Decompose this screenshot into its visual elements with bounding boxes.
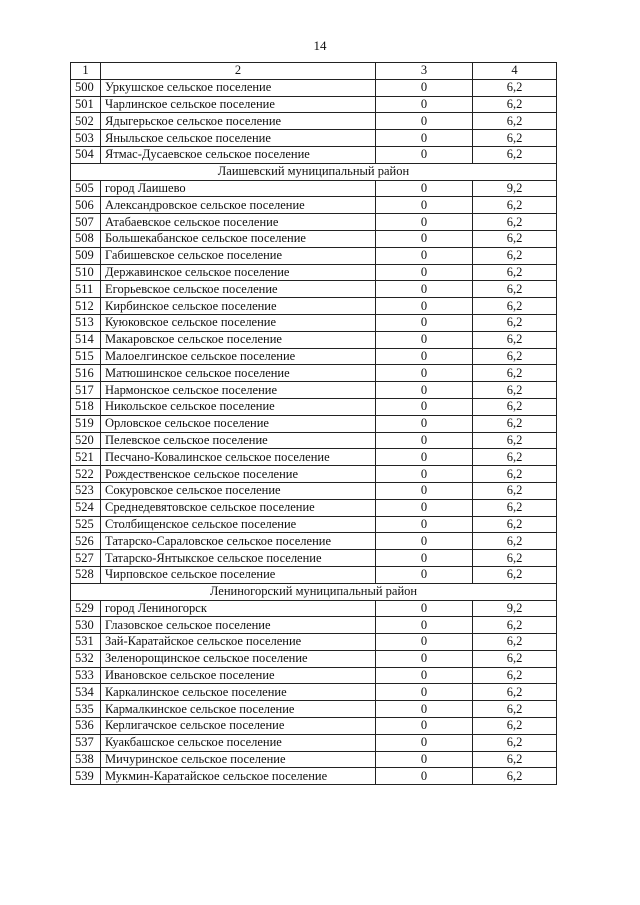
col-3-value: 0 xyxy=(376,566,473,583)
row-number: 536 xyxy=(71,718,101,735)
col-3-value: 0 xyxy=(376,768,473,785)
section-title: Лениногорский муниципальный район xyxy=(71,583,557,600)
row-number: 501 xyxy=(71,96,101,113)
table-row xyxy=(71,482,557,499)
section-row xyxy=(71,583,557,600)
col-4-value: 6,2 xyxy=(473,617,557,634)
col-3-value: 0 xyxy=(376,79,473,96)
table-row xyxy=(71,415,557,432)
col-4-value: 6,2 xyxy=(473,634,557,651)
row-number: 505 xyxy=(71,180,101,197)
col-4-value: 6,2 xyxy=(473,482,557,499)
settlement-name: Габишевское сельское поселение xyxy=(101,247,376,264)
col-4-value: 6,2 xyxy=(473,365,557,382)
col-3-value: 0 xyxy=(376,197,473,214)
data-table xyxy=(70,62,557,785)
table-row xyxy=(71,264,557,281)
col-3-value: 0 xyxy=(376,617,473,634)
settlement-name: Куюковское сельское поселение xyxy=(101,314,376,331)
col-4-value: 6,2 xyxy=(473,197,557,214)
table-row xyxy=(71,230,557,247)
row-number: 507 xyxy=(71,214,101,231)
col-4-value: 6,2 xyxy=(473,113,557,130)
settlement-name: Орловское сельское поселение xyxy=(101,415,376,432)
table-row xyxy=(71,634,557,651)
col-4-value: 6,2 xyxy=(473,214,557,231)
table-row xyxy=(71,348,557,365)
col-3-value: 0 xyxy=(376,550,473,567)
settlement-name: город Лаишево xyxy=(101,180,376,197)
settlement-name: Рождественское сельское поселение xyxy=(101,466,376,483)
header-row xyxy=(71,63,557,80)
col-3-value: 0 xyxy=(376,180,473,197)
row-number: 528 xyxy=(71,566,101,583)
table-row xyxy=(71,113,557,130)
col-4-value: 6,2 xyxy=(473,466,557,483)
col-3-value: 0 xyxy=(376,751,473,768)
row-number: 512 xyxy=(71,298,101,315)
settlement-name: Чарлинское сельское поселение xyxy=(101,96,376,113)
col-4-value: 6,2 xyxy=(473,146,557,163)
row-number: 518 xyxy=(71,398,101,415)
header-col-3: 3 xyxy=(376,63,473,80)
col-3-value: 0 xyxy=(376,230,473,247)
settlement-name: Татарско-Янтыкское сельское поселение xyxy=(101,550,376,567)
settlement-name: Керлигачское сельское поселение xyxy=(101,718,376,735)
settlement-name: Пелевское сельское поселение xyxy=(101,432,376,449)
col-3-value: 0 xyxy=(376,130,473,147)
settlement-name: Уркушское сельское поселение xyxy=(101,79,376,96)
settlement-name: Чирповское сельское поселение xyxy=(101,566,376,583)
col-4-value: 6,2 xyxy=(473,415,557,432)
col-3-value: 0 xyxy=(376,382,473,399)
section-row xyxy=(71,163,557,180)
settlement-name: Александровское сельское поселение xyxy=(101,197,376,214)
col-3-value: 0 xyxy=(376,331,473,348)
col-4-value: 6,2 xyxy=(473,331,557,348)
col-4-value: 6,2 xyxy=(473,550,557,567)
table-row xyxy=(71,533,557,550)
table-row xyxy=(71,617,557,634)
row-number: 522 xyxy=(71,466,101,483)
settlement-name: Матюшинское сельское поселение xyxy=(101,365,376,382)
table-row xyxy=(71,684,557,701)
table-row xyxy=(71,768,557,785)
settlement-name: Сокуровское сельское поселение xyxy=(101,482,376,499)
table-row xyxy=(71,382,557,399)
row-number: 534 xyxy=(71,684,101,701)
col-3-value: 0 xyxy=(376,281,473,298)
table-row xyxy=(71,130,557,147)
table-row xyxy=(71,214,557,231)
col-4-value: 6,2 xyxy=(473,348,557,365)
table-row xyxy=(71,146,557,163)
col-3-value: 0 xyxy=(376,415,473,432)
table-row xyxy=(71,365,557,382)
col-3-value: 0 xyxy=(376,432,473,449)
header-col-4: 4 xyxy=(473,63,557,80)
col-4-value: 9,2 xyxy=(473,180,557,197)
table-row xyxy=(71,79,557,96)
col-4-value: 6,2 xyxy=(473,499,557,516)
col-4-value: 6,2 xyxy=(473,566,557,583)
table-row xyxy=(71,180,557,197)
col-4-value: 6,2 xyxy=(473,281,557,298)
settlement-name: Большекабанское сельское поселение xyxy=(101,230,376,247)
settlement-name: Мукмин-Каратайское сельское поселение xyxy=(101,768,376,785)
row-number: 525 xyxy=(71,516,101,533)
table-row xyxy=(71,281,557,298)
col-4-value: 6,2 xyxy=(473,734,557,751)
row-number: 533 xyxy=(71,667,101,684)
row-number: 517 xyxy=(71,382,101,399)
col-3-value: 0 xyxy=(376,516,473,533)
table-row xyxy=(71,398,557,415)
col-4-value: 6,2 xyxy=(473,230,557,247)
row-number: 532 xyxy=(71,650,101,667)
settlement-name: Столбищенское сельское поселение xyxy=(101,516,376,533)
table-row xyxy=(71,516,557,533)
row-number: 539 xyxy=(71,768,101,785)
col-4-value: 6,2 xyxy=(473,751,557,768)
table-row xyxy=(71,96,557,113)
settlement-name: Егорьевское сельское поселение xyxy=(101,281,376,298)
settlement-name: Зай-Каратайское сельское поселение xyxy=(101,634,376,651)
table-row xyxy=(71,432,557,449)
col-4-value: 6,2 xyxy=(473,382,557,399)
col-3-value: 0 xyxy=(376,684,473,701)
settlement-name: Ятмас-Дусаевское сельское поселение xyxy=(101,146,376,163)
settlement-name: Кармалкинское сельское поселение xyxy=(101,701,376,718)
col-4-value: 6,2 xyxy=(473,247,557,264)
settlement-name: Татарско-Сараловское сельское поселение xyxy=(101,533,376,550)
header-col-1: 1 xyxy=(71,63,101,80)
col-4-value: 6,2 xyxy=(473,768,557,785)
row-number: 529 xyxy=(71,600,101,617)
col-4-value: 6,2 xyxy=(473,667,557,684)
col-4-value: 6,2 xyxy=(473,516,557,533)
col-4-value: 6,2 xyxy=(473,130,557,147)
col-3-value: 0 xyxy=(376,247,473,264)
header-col-2: 2 xyxy=(101,63,376,80)
settlement-name: Куакбашское сельское поселение xyxy=(101,734,376,751)
table-row xyxy=(71,650,557,667)
col-3-value: 0 xyxy=(376,449,473,466)
table-row xyxy=(71,197,557,214)
col-3-value: 0 xyxy=(376,113,473,130)
row-number: 519 xyxy=(71,415,101,432)
col-4-value: 6,2 xyxy=(473,264,557,281)
col-4-value: 6,2 xyxy=(473,684,557,701)
table-row xyxy=(71,600,557,617)
settlement-name: Кирбинское сельское поселение xyxy=(101,298,376,315)
row-number: 514 xyxy=(71,331,101,348)
table-row xyxy=(71,667,557,684)
row-number: 531 xyxy=(71,634,101,651)
row-number: 502 xyxy=(71,113,101,130)
table-row xyxy=(71,449,557,466)
col-4-value: 6,2 xyxy=(473,650,557,667)
col-3-value: 0 xyxy=(376,499,473,516)
settlement-name: Мичуринское сельское поселение xyxy=(101,751,376,768)
col-3-value: 0 xyxy=(376,600,473,617)
settlement-name: Глазовское сельское поселение xyxy=(101,617,376,634)
row-number: 516 xyxy=(71,365,101,382)
table-row xyxy=(71,701,557,718)
row-number: 515 xyxy=(71,348,101,365)
col-3-value: 0 xyxy=(376,96,473,113)
col-3-value: 0 xyxy=(376,482,473,499)
row-number: 521 xyxy=(71,449,101,466)
col-3-value: 0 xyxy=(376,634,473,651)
settlement-name: Малоелгинское сельское поселение xyxy=(101,348,376,365)
table-row xyxy=(71,314,557,331)
settlement-name: Яныльское сельское поселение xyxy=(101,130,376,147)
row-number: 513 xyxy=(71,314,101,331)
col-4-value: 6,2 xyxy=(473,432,557,449)
col-4-value: 6,2 xyxy=(473,701,557,718)
row-number: 510 xyxy=(71,264,101,281)
table-body xyxy=(71,79,557,784)
settlement-name: Державинское сельское поселение xyxy=(101,264,376,281)
col-4-value: 6,2 xyxy=(473,718,557,735)
row-number: 538 xyxy=(71,751,101,768)
col-3-value: 0 xyxy=(376,650,473,667)
table-row xyxy=(71,751,557,768)
row-number: 500 xyxy=(71,79,101,96)
col-3-value: 0 xyxy=(376,298,473,315)
settlement-name: Атабаевское сельское поселение xyxy=(101,214,376,231)
settlement-name: Ядыгерьское сельское поселение xyxy=(101,113,376,130)
row-number: 504 xyxy=(71,146,101,163)
col-3-value: 0 xyxy=(376,533,473,550)
col-3-value: 0 xyxy=(376,365,473,382)
section-title: Лаишевский муниципальный район xyxy=(71,163,557,180)
settlement-name: Никольское сельское поселение xyxy=(101,398,376,415)
row-number: 503 xyxy=(71,130,101,147)
settlement-name: Макаровское сельское поселение xyxy=(101,331,376,348)
row-number: 535 xyxy=(71,701,101,718)
settlement-name: Среднедевятовское сельское поселение xyxy=(101,499,376,516)
settlement-name: Каркалинское сельское поселение xyxy=(101,684,376,701)
row-number: 524 xyxy=(71,499,101,516)
col-3-value: 0 xyxy=(376,734,473,751)
col-3-value: 0 xyxy=(376,701,473,718)
row-number: 527 xyxy=(71,550,101,567)
row-number: 537 xyxy=(71,734,101,751)
col-3-value: 0 xyxy=(376,214,473,231)
page-number: 14 xyxy=(313,38,327,53)
col-3-value: 0 xyxy=(376,718,473,735)
col-4-value: 6,2 xyxy=(473,298,557,315)
settlement-name: Ивановское сельское поселение xyxy=(101,667,376,684)
row-number: 526 xyxy=(71,533,101,550)
table-row xyxy=(71,247,557,264)
col-3-value: 0 xyxy=(376,314,473,331)
row-number: 520 xyxy=(71,432,101,449)
row-number: 506 xyxy=(71,197,101,214)
table-row xyxy=(71,566,557,583)
col-3-value: 0 xyxy=(376,146,473,163)
table-row xyxy=(71,331,557,348)
table-row xyxy=(71,298,557,315)
col-4-value: 6,2 xyxy=(473,449,557,466)
settlement-name: город Лениногорск xyxy=(101,600,376,617)
col-4-value: 6,2 xyxy=(473,96,557,113)
row-number: 530 xyxy=(71,617,101,634)
col-3-value: 0 xyxy=(376,466,473,483)
row-number: 508 xyxy=(71,230,101,247)
col-4-value: 9,2 xyxy=(473,600,557,617)
col-3-value: 0 xyxy=(376,667,473,684)
col-4-value: 6,2 xyxy=(473,533,557,550)
table-row xyxy=(71,466,557,483)
table-row xyxy=(71,718,557,735)
col-4-value: 6,2 xyxy=(473,314,557,331)
row-number: 509 xyxy=(71,247,101,264)
settlement-name: Зеленорощинское сельское поселение xyxy=(101,650,376,667)
col-4-value: 6,2 xyxy=(473,79,557,96)
settlement-name: Нармонское сельское поселение xyxy=(101,382,376,399)
col-4-value: 6,2 xyxy=(473,398,557,415)
table-row xyxy=(71,734,557,751)
row-number: 523 xyxy=(71,482,101,499)
col-3-value: 0 xyxy=(376,348,473,365)
table-row xyxy=(71,550,557,567)
settlement-name: Песчано-Ковалинское сельское поселение xyxy=(101,449,376,466)
table-row xyxy=(71,499,557,516)
col-3-value: 0 xyxy=(376,398,473,415)
col-3-value: 0 xyxy=(376,264,473,281)
row-number: 511 xyxy=(71,281,101,298)
